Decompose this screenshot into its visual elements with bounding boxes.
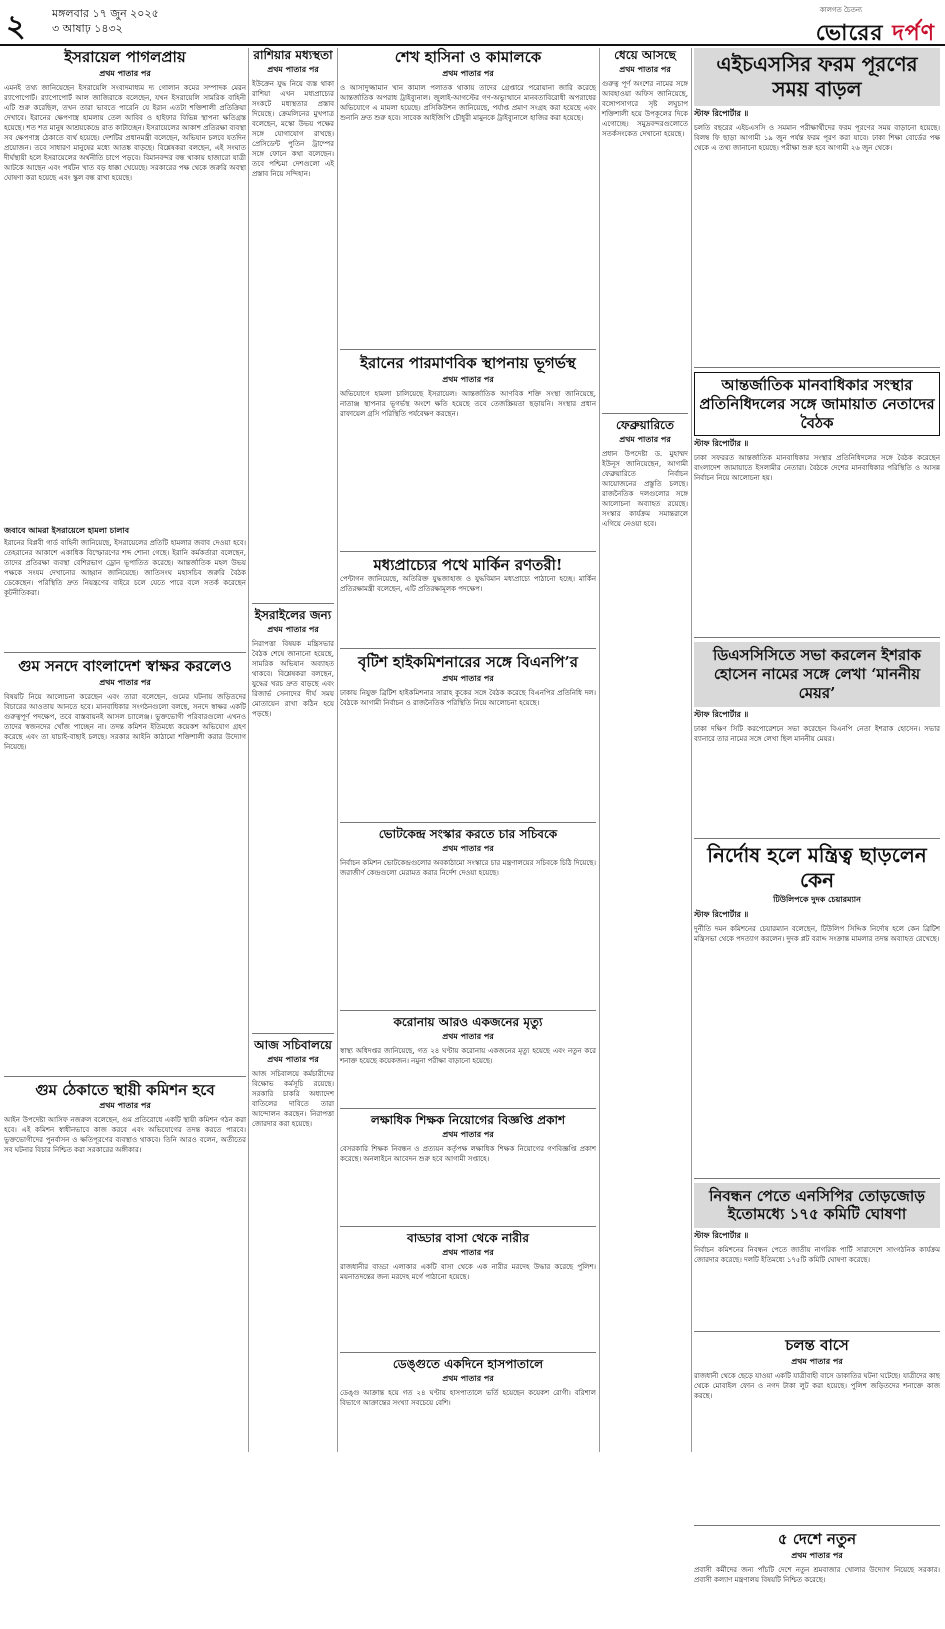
article-body: প্রধান উপদেষ্টা ড. মুহাম্মদ ইউনূস জানিয়েছেন, আগামী ফেব্রুয়ারিতে নির্বাচন আয়োজনের প্রস্তুতি চলছে। রাজনৈতিক দলগুলোর সঙ্গে আলোচনা অব্যাহত রয়েছে। সংস্কার কার্যক্রম সমান্তরালে এগিয়ে নেওয়া হবে। (602, 450, 688, 528)
continued-label: প্রথম পাতার পর (442, 1248, 494, 1257)
article-headline: গুম ঠেকাতে স্থায়ী কমিশন হবে (35, 1080, 215, 1099)
article-headline: আজ সচিবালয়ে (254, 1038, 332, 1052)
reporter-label: স্টাফ রিপোর্টার ॥ (694, 439, 749, 449)
article-russia (252, 48, 334, 604)
article-storm (602, 48, 688, 414)
continued-label: প্রথম পাতার পর (267, 625, 319, 634)
article-teachers (340, 1113, 596, 1227)
article-enforced-disappearance (4, 657, 246, 1077)
column-3 (340, 48, 596, 1452)
column-1 (4, 48, 246, 1452)
article-body: ইরানের বিপ্লবী গার্ড বাহিনী জানিয়েছে, ইসরায়েলের প্রতিটি হামলার জবাব দেওয়া হবে। তেহরানের আকাশে একাধিক বিস্ফোরণের শব্দ শোনা গেছে। ইরানি কর্মকর্তারা বলেছেন, তাদের প্রতিরক্ষা ব্যবস্থা বেশিরভাগ ড্রোন ভূপাতিত করেছে। আন্তর্জাতিক মহল উভয় পক্ষকে সংযম দেখানোর আহ্বান জানিয়েছে। জাতিসংঘ মহাসচিব জরুরি বৈঠক ডেকেছেন। পরিস্থিতি দ্রুত নিয়ন্ত্রণের বাইরে চলে যেতে পারে বলে সতর্ক করেছেন কূটনীতিকরা। (4, 538, 246, 597)
continued-label: প্রথম পাতার পর (442, 374, 494, 384)
continued-label: প্রথম পাতার পর (442, 68, 494, 78)
article-body: আজ সচিবালয়ে কর্মচারীদের বিক্ষোভ কর্মসূচি রয়েছে। সরকারি চাকরি অধ্যাদেশ বাতিলের দাবিতে তারা আন্দোলন করছেন। নিরাপত্তা জোরদার করা হয়েছে। (252, 1070, 334, 1128)
article-body: নির্বাচন কমিশন ভোটকেন্দ্রগুলোর অবকাঠামো সংস্কারে চার মন্ত্রণালয়ের সচিবকে চিঠি দিয়েছে। জরাজীর্ণ কেন্দ্রগুলো মেরামত করার নির্দেশ দেওয়া হয়েছে। (340, 859, 596, 877)
continued-label: প্রথম পাতার পর (619, 435, 671, 444)
continued-label: প্রথম পাতার পর (619, 65, 671, 74)
article-body: রাজধানী থেকে ছেড়ে যাওয়া একটি যাত্রীবাহী বাসে ডাকাতির ঘটনা ঘটেছে। যাত্রীদের কাছ থেকে মোবাইল ফোন ও নগদ টাকা লুট করা হয়েছে। পুলিশ জড়িতদের শনাক্তে কাজ করছে। (694, 1371, 940, 1400)
column-divider (337, 48, 338, 1452)
article-body: স্বাস্থ্য অধিদপ্তর জানিয়েছে, গত ২৪ ঘণ্টায় করোনায় একজনের মৃত্যু হয়েছে এবং নতুন করে শনাক্ত হয়েছে কয়েকজন। নমুনা পরীক্ষা বাড়ানো হয়েছে। (340, 1047, 596, 1065)
article-body: ঢাকা দক্ষিণ সিটি করপোরেশনে সভা করেছেন বিএনপি নেতা ইশরাক হোসেন। সভার ব্যানারে তার নামের সঙ্গে লেখা ছিল মাননীয় মেয়র। (694, 724, 940, 743)
article-headline: গুম সনদে বাংলাদেশ স্বাক্ষর করলেও (18, 656, 232, 675)
column-divider (691, 48, 692, 1452)
article-body: ডেঙ্গু আক্রান্ত হয়ে গত ২৪ ঘণ্টায় হাসপাতালে ভর্তি হয়েছেন কয়েকশ রোগী। বরিশাল বিভাগে আক্রান্তের সংখ্যা সবচেয়ে বেশি। (340, 1389, 596, 1407)
reporter-label: স্টাফ রিপোর্টার ॥ (694, 1231, 749, 1240)
article-ncp (694, 1183, 940, 1333)
article-headline: ডেঙ্গুতে একদিনে হাসপাতালে (392, 1357, 544, 1371)
continued-label: প্রথম পাতার পর (99, 677, 151, 687)
brand-name-a: ভোরের (815, 20, 884, 46)
article-subheading: জবাবে আমরা ইসরায়েলে হামলা চালাব (4, 525, 130, 535)
column-4 (602, 48, 688, 1452)
continued-label: প্রথম পাতার পর (791, 1356, 843, 1366)
article-commission (4, 1081, 246, 1440)
article-body: ও আসাদুজ্জামান খান কামাল পলাতক থাকায় তাদের গ্রেপ্তারে পরোয়ানা জারি করেছে আন্তর্জাতিক অপরাধ ট্রাইব্যুনাল। জুলাই-আগস্টের গণ-অভ্যুত্থানে মানবতাবিরোধী অপরাধের অভিযোগে এ মামলা হয়েছে। প্রসিকিউশন জানিয়েছে, পর্যাপ্ত প্রমাণ সংগ্রহ করা হয়েছে এবং শুনানি দ্রুত শুরু হবে। সাবেক আইজিপি চৌধুরী মামুনকে ট্রাইব্যুনালে হাজির করা হয়েছে। (340, 83, 596, 122)
reporter-label: স্টাফ রিপোর্টার ॥ (694, 909, 749, 919)
article-dengue (340, 1357, 596, 1442)
article-headline: নির্দোষ হলে মন্ত্রিত্ব ছাড়লেন কেন (707, 842, 927, 892)
article-body: আইন উপদেষ্টা আসিফ নজরুল বলেছেন, গুম প্রতিরোধে একটি স্থায়ী কমিশন গঠন করা হবে। এই কমিশন স্বাধীনভাবে কাজ করবে এবং অভিযোগের তদন্ত করতে পারবে। ভুক্তভোগীদের পুনর্বাসন ও ক্ষতিপূরণের ব্যবস্থাও থাকবে। তিনি আরও বলেন, অতীতের সব ঘটনার বিচার নিশ্চিত করা সরকারের অঙ্গীকার। (4, 1116, 246, 1155)
newspaper-logo (816, 4, 935, 53)
article-body: দুর্নীতি দমন কমিশনের চেয়ারম্যান বলেছেন, টিউলিপ সিদ্দিক নির্দোষ হলে কেন ব্রিটিশ মন্ত্রিসভা থেকে পদত্যাগ করলেন। দুদক প্লট বরাদ্দ সংক্রান্ত মামলার তদন্ত অব্যাহত রেখেছে। (694, 924, 940, 943)
page-number: ২ (6, 9, 26, 44)
article-us-warship (340, 556, 596, 650)
article-headline: ইরানের পারমাণবিক স্থাপনায় ভূগর্ভস্থ (360, 353, 576, 372)
article-headline: বৃটিশ হাইকমিশনারের সঙ্গে বিএনপি’র (357, 653, 579, 672)
article-hsc (694, 48, 940, 368)
article-hasina (340, 48, 596, 350)
brand-name-b: দর্পণ (892, 20, 935, 46)
article-headline: রাশিয়ার মধ্যস্থতা (253, 48, 333, 62)
article-body: অভিযোগে হামলা চালিয়েছে ইসরায়েল। আন্তর্জাতিক আণবিক শক্তি সংস্থা জানিয়েছে, নাতাঞ্জ স্থাপনার ভূগর্ভস্থ অংশে ক্ষতি হয়েছে তবে তেজস্ক্রিয়তা ছড়ায়নি। সংস্থার প্রধান রাফায়েল গ্রসি পরিস্থিতি পর্যবেক্ষণ করছেন। (340, 389, 596, 418)
article-tulip (694, 843, 940, 1179)
masthead (0, 0, 945, 46)
article-body: বিষয়টি নিয়ে আলোচনা করেছেন এবং তারা বলেছেন, গুমের ঘটনায় জড়িতদের বিচারের আওতায় আনতে হবে। মানবাধিকার সংগঠনগুলো বলছে, সনদে স্বাক্ষর একটি গুরুত্বপূর্ণ পদক্ষেপ, তবে বাস্তবায়নই আসল চ্যালেঞ্জ। ভুক্তভোগী পরিবারগুলো এখনও তাদের স্বজনদের খোঁজ পাচ্ছেন না। তদন্ত কমিশন ইতিমধ্যে কয়েকশ অভিযোগ গ্রহণ করেছে এবং তা যাচাই-বাছাই চলছে। সরকার আইনি কাঠামো শক্তিশালী করার উদ্যোগ নিয়েছে। (4, 692, 246, 751)
article-body: প্রবাসী কর্মীদের জন্য পাঁচটি দেশে নতুন শ্রমবাজার খোলার উদ্যোগ নিয়েছে সরকার। প্রবাসী কল্যাণ মন্ত্রণালয় বিষয়টি নিশ্চিত করেছে। (694, 1565, 940, 1584)
article-covid (340, 1015, 596, 1109)
continued-label: প্রথম পাতার পর (442, 1130, 494, 1139)
continued-label: প্রথম পাতার পর (267, 1055, 319, 1064)
article-body: বেসরকারি শিক্ষক নিবন্ধন ও প্রত্যয়ন কর্তৃপক্ষ লক্ষাধিক শিক্ষক নিয়োগের গণবিজ্ঞপ্তি প্রকাশ করেছে। অনলাইনে আবেদন শুরু হবে আগামী সপ্তাহে। (340, 1145, 596, 1163)
article-headline: ইসরাইলের জন্য (254, 608, 332, 622)
article-bus (694, 1336, 940, 1526)
article-israel (4, 48, 246, 653)
article-headline: মধ্যপ্রাচ্যের পথে মার্কিন রণতরী! (373, 555, 563, 574)
article-kicker: টিউলিপকে দুদক চেয়ারম্যান (773, 894, 861, 904)
article-body: ঢাকায় নিযুক্ত ব্রিটিশ হাইকমিশনার সারাহ কুকের সঙ্গে বৈঠক করেছে বিএনপির প্রতিনিধি দল। বৈঠকে আগামী নির্বাচন ও রাজনৈতিক পরিস্থিতি নিয়ে আলোচনা হয়েছে। (340, 689, 596, 707)
article-headline: এইচএসসির ফরম পূরণের সময় বাড়ল (694, 48, 940, 106)
article-headline: ডিএসসিসিতে সভা করলেন ইশরাক হোসেন নামের সঙ্গে লেখা ‘মাননীয় মেয়র’ (694, 642, 940, 706)
article-body: ঢাকা সফররত আন্তর্জাতিক মানবাধিকার সংস্থার প্রতিনিধিদলের সঙ্গে বৈঠক করেছেন বাংলাদেশ জামায়াতে ইসলামীর নেতারা। বৈঠকে দেশের মানবাধিকার পরিস্থিতি ও আসন্ন নির্বাচন নিয়ে আলোচনা হয়। (694, 454, 940, 483)
column-5 (694, 48, 940, 1584)
continued-label: প্রথম পাতার পর (791, 1550, 843, 1560)
continued-label: প্রথম পাতার পর (99, 68, 151, 78)
article-headline: ফেব্রুয়ারিতে (615, 418, 675, 432)
article-body: এমনই তথ্য জানিয়েছেন ইসরায়েলি সংবাদমাধ্যম দ্য গোলান কমের সম্পাদক মেরন র‍্যাপোপোর্ট। র‍্যাপোপোর্ট আল জাজিরাকে বলেছেন, যখন ইসরায়েলি সামরিক বাহিনী এটি শুরু করেছিল, তখন তারা ভাবতে পারেনি যে ইরান এতটা শক্তিশালী প্রতিক্রিয়া দেখাবে। ইরানের ক্ষেপণাস্ত্র হামলায় তেল আবিব ও হাইফার বিভিন্ন স্থাপনা ক্ষতিগ্রস্ত হয়েছে। শত শত মানুষ আশ্রয়কেন্দ্রে রাত কাটাচ্ছেন। ইসরায়েলের আকাশ প্রতিরক্ষা ব্যবস্থা সব ক্ষেপণাস্ত্র ঠেকাতে ব্যর্থ হয়েছে। দেশটির প্রধানমন্ত্রী বলেছেন, অভিযান চলবে যতদিন প্রয়োজন। তবে সাধারণ মানুষের মধ্যে আতঙ্ক বাড়ছে। বিশ্লেষকরা বলছেন, এই সংঘাত দীর্ঘস্থায়ী হলে ইসরায়েলের অর্থনীতি চাপে পড়বে। বিমানবন্দর বন্ধ থাকায় হাজারো যাত্রী আটকে আছেন এবং পর্যটন খাত বড় ধাক্কা খেয়েছে। সরকারের পক্ষ থেকে জরুরি অবস্থা ঘোষণা করা হয়েছে এবং স্কুল বন্ধ রাখা হয়েছে। (4, 83, 246, 182)
article-body: রাজধানীর বাড্ডা এলাকার একটি বাসা থেকে এক নারীর মরদেহ উদ্ধার করেছে পুলিশ। ময়নাতদন্তের জন্য মরদেহ মর্গে পাঠানো হয়েছে। (340, 1263, 596, 1281)
article-body: নির্বাচন কমিশনের নিবন্ধন পেতে জাতীয় নাগরিক পার্টি সারাদেশে সাংগঠনিক কার্যক্রম জোরদার করেছে। দলটি ইতিমধ্যে ১৭৫টি কমিটি ঘোষণা করেছে। (694, 1246, 940, 1264)
continued-label: প্রথম পাতার পর (442, 674, 494, 683)
article-badda (340, 1231, 596, 1353)
column-2 (252, 48, 334, 1452)
article-body: চলতি বছরের এইচএসসি ও সমমান পরীক্ষার্থীদের ফরম পূরণের সময় বাড়ানো হয়েছে। বিলম্ব ফি ছাড়া আগামী ১৯ জুন পর্যন্ত ফরম পূরণ করা যাবে। ঢাকা শিক্ষা বোর্ডের পক্ষ থেকে এ তথ্য জানানো হয়েছে। পরীক্ষা শুরু হবে আগামী ২৬ জুন থেকে। (694, 124, 940, 152)
continued-label: প্রথম পাতার পর (442, 1032, 494, 1041)
article-body: ইউক্রেন যুদ্ধ নিয়ে ব্যস্ত থাকা রাশিয়া এখন মধ্যপ্রাচ্যের সংকটে মধ্যস্থতার প্রস্তাব দিয়েছে। ক্রেমলিনের মুখপাত্র বলেছেন, মস্কো উভয় পক্ষের সঙ্গে যোগাযোগ রাখছে। প্রেসিডেন্ট পুতিন ট্রাম্পের সঙ্গে ফোনে কথা বলেছেন। তবে পশ্চিমা দেশগুলো এই প্রস্তাব নিয়ে সন্দিহান। (252, 80, 334, 178)
article-five-countries (694, 1530, 940, 1629)
article-headline: লক্ষাধিক শিক্ষক নিয়োগের বিজ্ঞপ্তি প্রকাশ (370, 1113, 566, 1127)
continued-label: প্রথম পাতার পর (442, 844, 494, 853)
issue-date (52, 6, 159, 36)
brand-tagline: কালগত চৈতন্য (819, 6, 863, 14)
article-headline: নিবন্ধন পেতে এনসিপির তোড়জোড় ইতোমধ্যে ১৭৫ কমিটি ঘোষণা (694, 1183, 940, 1229)
article-iran-nuclear (340, 354, 596, 552)
article-headline: ধেয়ে আসছে (614, 48, 676, 62)
column-divider (248, 48, 249, 1452)
date-bangla: ৩ আষাঢ় ১৪৩২ (52, 22, 123, 35)
article-february (602, 418, 688, 1433)
reporter-label: স্টাফ রিপোর্টার ॥ (694, 109, 749, 118)
continued-label: প্রথম পাতার পর (267, 65, 319, 74)
continued-label: প্রথম পাতার পর (442, 1374, 494, 1383)
article-headline: করোনায় আরও একজনের মৃত্যু (393, 1015, 543, 1029)
article-headline: বাড্ডার বাসা থেকে নারীর (407, 1231, 529, 1245)
article-headline: ইসরায়েল পাগলপ্রায় (64, 48, 186, 66)
article-dscc (694, 642, 940, 838)
article-body: পেন্টাগন জানিয়েছে, অতিরিক্ত যুদ্ধজাহাজ ও যুদ্ধবিমান মধ্যপ্রাচ্যে পাঠানো হচ্ছে। মার্কিন প্রতিরক্ষামন্ত্রী বলেছেন, এটি প্রতিরক্ষামূলক পদক্ষেপ। (340, 575, 596, 594)
article-human-rights (694, 372, 940, 638)
article-secretariat (252, 1038, 334, 1473)
date-gregorian: মঙ্গলবার ১৭ জুন ২০২৫ (52, 7, 159, 20)
article-polling-centre (340, 827, 596, 1011)
column-divider (599, 48, 600, 1452)
continued-label: প্রথম পাতার পর (99, 1101, 151, 1111)
article-british-hc (340, 653, 596, 823)
reporter-label: স্টাফ রিপোর্টার ॥ (694, 709, 749, 719)
article-body: নিরাপত্তা বিষয়ক মন্ত্রিসভার বৈঠক শেষে জানানো হয়েছে, সামরিক অভিযান অব্যাহত থাকবে। বিশ্লেষকরা বলছেন, যুদ্ধের খরচ দ্রুত বাড়ছে এবং রিজার্ভ সেনাদের দীর্ঘ সময় মোতায়েন রাখা কঠিন হয়ে পড়ছে। (252, 640, 334, 718)
article-headline: আন্তর্জাতিক মানবাধিকার সংস্থার প্রতিনিধিদলের সঙ্গে জামায়াত নেতাদের বৈঠক (694, 372, 940, 436)
article-israel-2 (252, 608, 334, 1034)
article-headline: চলন্ত বাসে (785, 1336, 849, 1354)
article-body: গুরুত্ব পূর্ণ অংশের নামের সঙ্গে আবহাওয়া অফিস জানিয়েছে, বঙ্গোপসাগরে সৃষ্ট লঘুচাপ শক্তিশালী হয়ে উপকূলের দিকে এগোচ্ছে। সমুদ্রবন্দরগুলোতে সতর্কসংকেত দেখানো হয়েছে। (602, 80, 688, 138)
article-headline: শেখ হাসিনা ও কামালকে (394, 48, 542, 66)
article-headline: ভোটকেন্দ্র সংস্কার করতে চার সচিবকে (378, 827, 558, 841)
article-headline: ৫ দেশে নতুন (777, 1529, 857, 1548)
